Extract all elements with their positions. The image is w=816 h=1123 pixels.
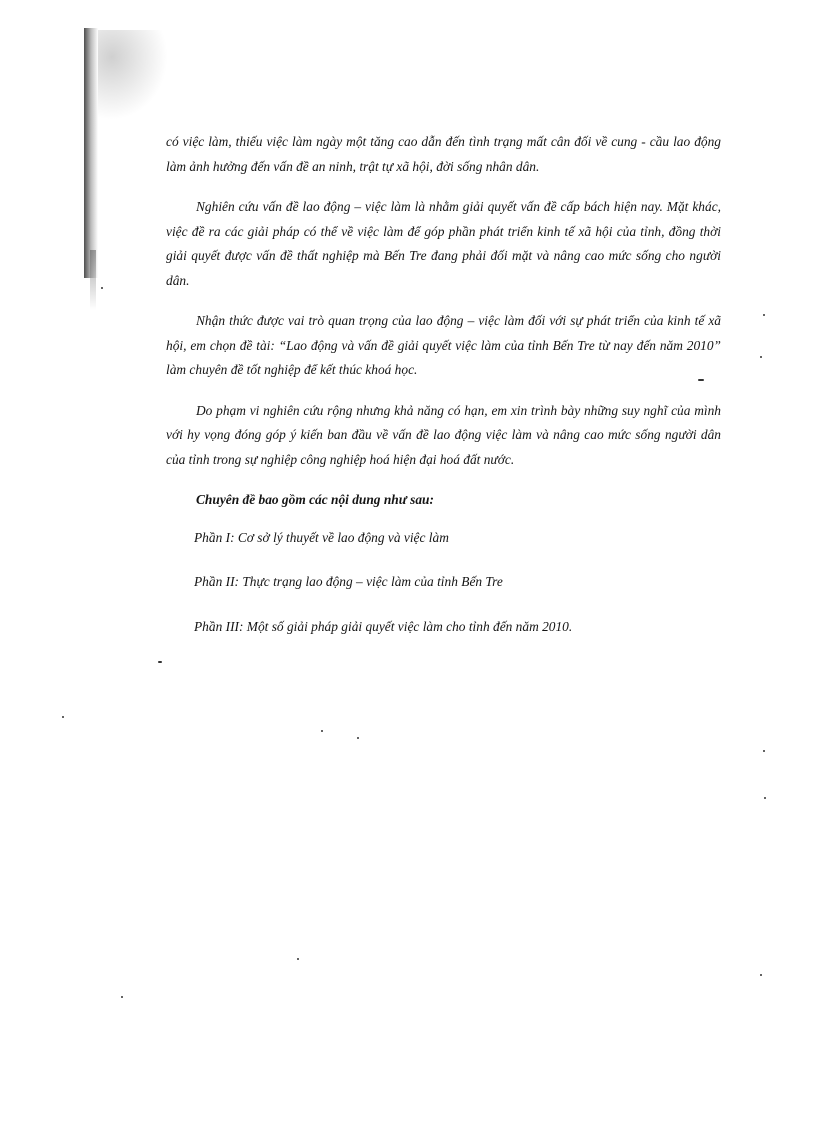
scan-speck bbox=[101, 287, 103, 289]
scan-speck bbox=[158, 661, 162, 663]
part-1-item: Phần I: Cơ sở lý thuyết về lao động và việc làm bbox=[194, 529, 449, 545]
scan-speck bbox=[321, 730, 323, 732]
contents-heading: Chuyên đề bao gồm các nội dung như sau: bbox=[196, 492, 434, 507]
scan-speck bbox=[760, 974, 762, 976]
document-page bbox=[166, 130, 721, 659]
scan-speck bbox=[357, 737, 359, 739]
scan-shadow-edge-lower bbox=[90, 250, 96, 310]
part-3-item: Phần III: Một số giải pháp giải quyết việc làm cho tỉnh đến năm 2010. bbox=[194, 618, 573, 634]
scan-speck bbox=[62, 716, 64, 718]
paragraph-topic-choice: Nhận thức được vai trò quan trọng của lao động – việc làm đối với sự phát triển của kinh tế xã hội, em chọn đề tài: “Lao động và vấn đề giải quyết việc làm của tỉnh Bến Tre từ nay đến năm 2010” làm chuyên đề tốt nghiệp để kết thúc khoá học. bbox=[166, 313, 721, 377]
scan-speck bbox=[760, 356, 762, 358]
scan-speck bbox=[297, 958, 299, 960]
scan-speck bbox=[764, 797, 766, 799]
paragraph-intro-continued: có việc làm, thiếu việc làm ngày một tăng cao dẫn đến tình trạng mất cân đối về cung - cầu lao động làm ảnh hưởng đến vấn đề an ninh, trật tự xã hội, đời sống nhân dân. bbox=[166, 134, 721, 174]
scan-speck bbox=[763, 750, 765, 752]
scan-speck bbox=[121, 996, 123, 998]
part-2-item: Phần II: Thực trạng lao động – việc làm của tỉnh Bến Tre bbox=[194, 574, 503, 589]
paragraph-scope: Do phạm vi nghiên cứu rộng nhưng khả năng có hạn, em xin trình bày những suy nghĩ của mình với hy vọng đóng góp ý kiến ban đầu về vấn đề lao động việc làm và nâng cao mức sống người dân của tỉnh trong sự nghiệp công nghiệp hoá hiện đại hoá đất nước. bbox=[166, 402, 721, 467]
paragraph-research-purpose: Nghiên cứu vấn đề lao động – việc làm là nhằm giải quyết vấn đề cấp bách hiện nay. Mặt khác, việc đề ra các giải pháp có thể về việc làm để góp phần phát triển kinh tế xã hội của tỉnh, đồng thời giải quyết được vấn đề thất nghiệp mà Bến Tre đang phải đối mặt và nâng cao mức sống cho người dân. bbox=[166, 199, 721, 288]
scan-noise-corner bbox=[98, 30, 168, 120]
scan-speck bbox=[763, 314, 765, 316]
scan-shadow-edge bbox=[84, 28, 98, 278]
